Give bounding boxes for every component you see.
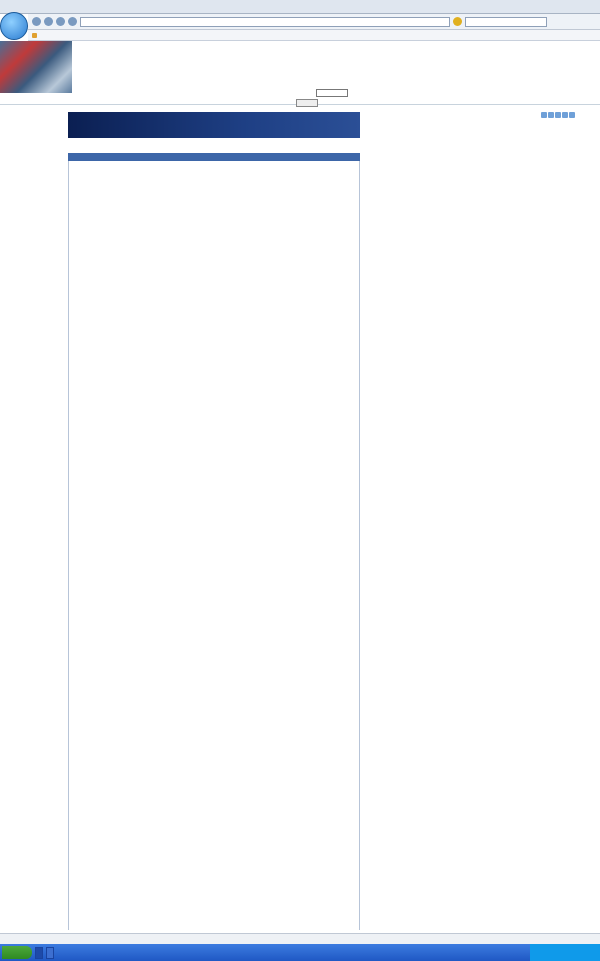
header-banner-image — [0, 41, 72, 93]
back-icon[interactable] — [32, 17, 41, 26]
favorites-button[interactable] — [32, 33, 38, 38]
taskbar — [0, 944, 600, 961]
forward-icon[interactable] — [44, 17, 53, 26]
address-bar[interactable] — [80, 17, 450, 27]
taskbar-item[interactable] — [35, 947, 43, 959]
browser-logo[interactable] — [0, 12, 28, 40]
right-toolbar — [540, 112, 598, 120]
tool-icon[interactable] — [569, 112, 575, 118]
taskbar-item[interactable] — [46, 947, 54, 959]
thread-header — [68, 153, 360, 161]
bookmarks-bar — [28, 30, 600, 41]
site-search-button[interactable] — [296, 99, 318, 107]
browser-nav-bar — [28, 14, 600, 30]
forum-tabs — [68, 141, 360, 151]
home-icon[interactable] — [68, 17, 77, 26]
tool-icon[interactable] — [548, 112, 554, 118]
site-search-input[interactable] — [316, 89, 348, 97]
tool-icon[interactable] — [541, 112, 547, 118]
refresh-icon[interactable] — [56, 17, 65, 26]
sidebar-nav — [0, 120, 66, 488]
tool-icon[interactable] — [555, 112, 561, 118]
browser-tab-bar — [0, 0, 600, 14]
thread-panel — [68, 161, 360, 930]
start-button[interactable] — [2, 946, 32, 959]
system-tray-clock — [530, 944, 600, 961]
search-input[interactable] — [465, 17, 547, 27]
star-icon — [32, 33, 37, 38]
go-icon[interactable] — [453, 17, 462, 26]
forum-banner — [68, 112, 360, 138]
site-header — [0, 41, 600, 105]
status-bar — [0, 933, 600, 944]
tool-icon[interactable] — [562, 112, 568, 118]
